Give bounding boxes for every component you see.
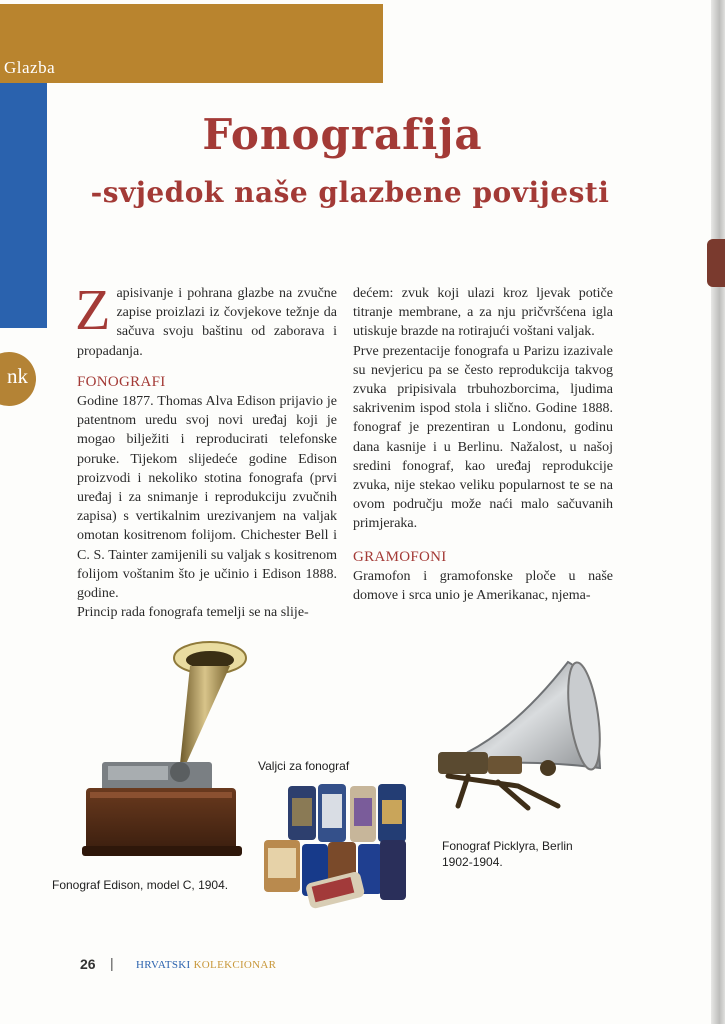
paragraph-edison: Godine 1877. Thomas Alva Edison prijavio je patentnom uredu svoj novi uređaj koji je mogao bilježiti i reproducirati telefonske poruke. Tijekom slijedeće godine Edison proizvodi i nekoliko stotina fonografa (prvi uređaj i za snimanje i reprodukciju zvučnih zapisa) s vertikalnim urezivanjem na valjak omotan kositrenom folijom. Chichester Bell i C. S. Tainter zamijenili su valjak s kositrenom folijom voštanim što je učinio i Edison 1888. godine. — [77, 394, 337, 602]
picklyra-caption-line1: Fonograf Picklyra, Berlin — [442, 839, 573, 853]
magazine-name-part1: HRVATSKI — [136, 959, 191, 971]
page-number: 26 — [80, 956, 96, 972]
paragraph-princip-start: Princip rada fonografa temelji se na slije- — [77, 605, 309, 621]
page-edge — [711, 0, 725, 1024]
intro-paragraph — [75, 277, 337, 361]
text-column-left — [75, 277, 337, 622]
intro-text: apisivanje i pohrana glazbe na zvučne zapise proizlazi iz čovjekove težnje da sačuva svoju baštinu od zaborava i propadanja. — [77, 286, 337, 359]
paragraph-gramofoni: Gramofon i gramofonske ploče u naše domove i srca unio je Amerikanac, njema- — [353, 568, 613, 604]
side-tab-label: nk — [7, 364, 28, 388]
section-label: Glazba — [4, 58, 56, 77]
footer-separator: | — [110, 955, 114, 971]
drop-cap: Z — [75, 277, 111, 342]
paragraph-princip-continued: dećem: zvuk koji ulazi kroz ljevak potiče titranje membrane, a za nju pričvršćena igla utiskuje brazde na rotirajući voštani valjak. — [353, 286, 613, 340]
heading-fonografi: FONOGRAFI — [77, 373, 166, 390]
heading-gramofoni: GRAMOFONI — [353, 548, 447, 565]
edison-caption: Fonograf Edison, model C, 1904. — [52, 878, 229, 892]
phonograph-cylinders-photo — [262, 782, 412, 914]
picklyra-caption — [442, 838, 573, 870]
text-column-right — [353, 284, 613, 605]
article-subtitle: -svjedok naše glazbene povijesti — [90, 176, 610, 209]
header-band — [0, 4, 383, 83]
picklyra-phonograph-photo — [428, 656, 608, 816]
page-edge-tab — [707, 239, 725, 287]
magazine-name — [136, 959, 276, 971]
paragraph-prezentacije: Prve prezentacije fonografa u Parizu izazivale su nevjericu pa se često reprodukcija takvog zvuka pripisivala trbuhozborcima, ljudima sakrivenim ispod stola i slično. Godine 1888. fonograf je prezentiran u Londonu, godinu dana kasnije i u Berlinu. Nažalost, u našoj sredini fonograf, kao uređaj reprodukcije zvuka, nije stekao veliku popularnost te se na ovom području može naći malo sačuvanih primjeraka. — [353, 343, 613, 532]
magazine-name-part2: KOLEKCIONAR — [193, 959, 277, 971]
side-section-tab — [0, 352, 36, 406]
edison-phonograph-photo — [82, 636, 257, 864]
picklyra-caption-line2: 1902-1904. — [442, 855, 503, 869]
cylinders-caption: Valjci za fonograf — [258, 759, 350, 773]
article-title: Fonografija — [202, 110, 483, 159]
